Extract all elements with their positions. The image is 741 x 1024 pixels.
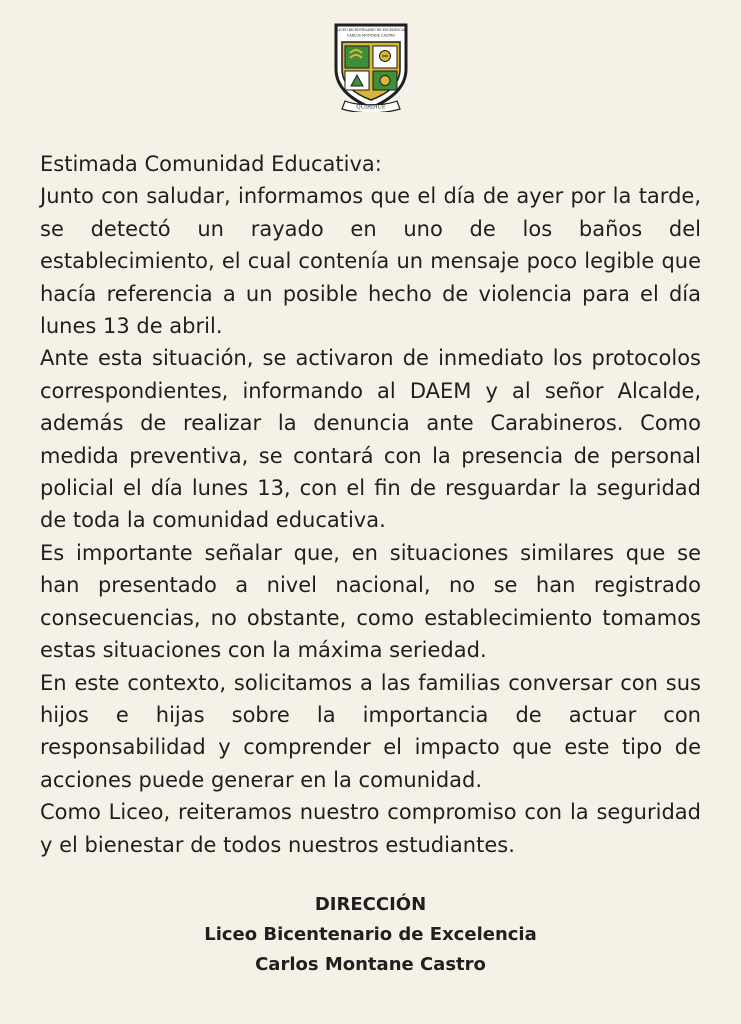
school-crest xyxy=(333,22,409,112)
signature-school-line-1: Liceo Bicentenario de Excelencia xyxy=(204,924,537,945)
paragraph-5: Como Liceo, reiteramos nuestro compromiso con la seguridad y el bienestar de todos nuestros estudiantes. xyxy=(40,800,701,857)
letter-body xyxy=(40,148,701,861)
crest-icon xyxy=(333,22,409,112)
signature-department: DIRECCIÓN xyxy=(314,894,427,915)
signature-school-line-2: Carlos Montane Castro xyxy=(255,954,486,975)
crest-middle-text: CARLOS MONTANE CASTRO xyxy=(346,33,396,38)
paragraph-1: Junto con saludar, informamos que el día de ayer por la tarde, se detectó un rayado en uno de los baños del establecimiento, el cual contenía un mensaje poco legible que hacía referencia a un posible hecho de violencia para el día lunes 13 de abril. xyxy=(40,184,701,339)
paragraph-4: En este contexto, solicitamos a las familias conversar con sus hijos e hijas sobre la importancia de actuar con responsabilidad y comprender el impacto que este tipo de acciones puede generar en la comunidad. xyxy=(40,670,701,792)
crest-ribbon-text: QUIRIHUE xyxy=(356,104,386,111)
paragraph-2: Ante esta situación, se activaron de inmediato los protocolos correspondientes, informando al DAEM y al señor Alcalde, además de realizar la denuncia ante Carabineros. Como medida preventiva, se contará con la presencia de personal policial el día lunes 13, con el fin de resguardar la seguridad de toda la comunidad educativa. xyxy=(40,346,701,533)
signature-block xyxy=(0,890,741,980)
paragraph-3: Es importante señalar que, en situaciones similares que se han presentado a nivel nacional, no se han registrado consecuencias, no obstante, como establecimiento tomamos estas situaciones con la máxima seriedad. xyxy=(40,540,701,663)
crest-top-text: LICEO BICENTENARIO DE EXCELENCIA xyxy=(336,28,406,32)
greeting: Estimada Comunidad Educativa: xyxy=(40,152,382,176)
